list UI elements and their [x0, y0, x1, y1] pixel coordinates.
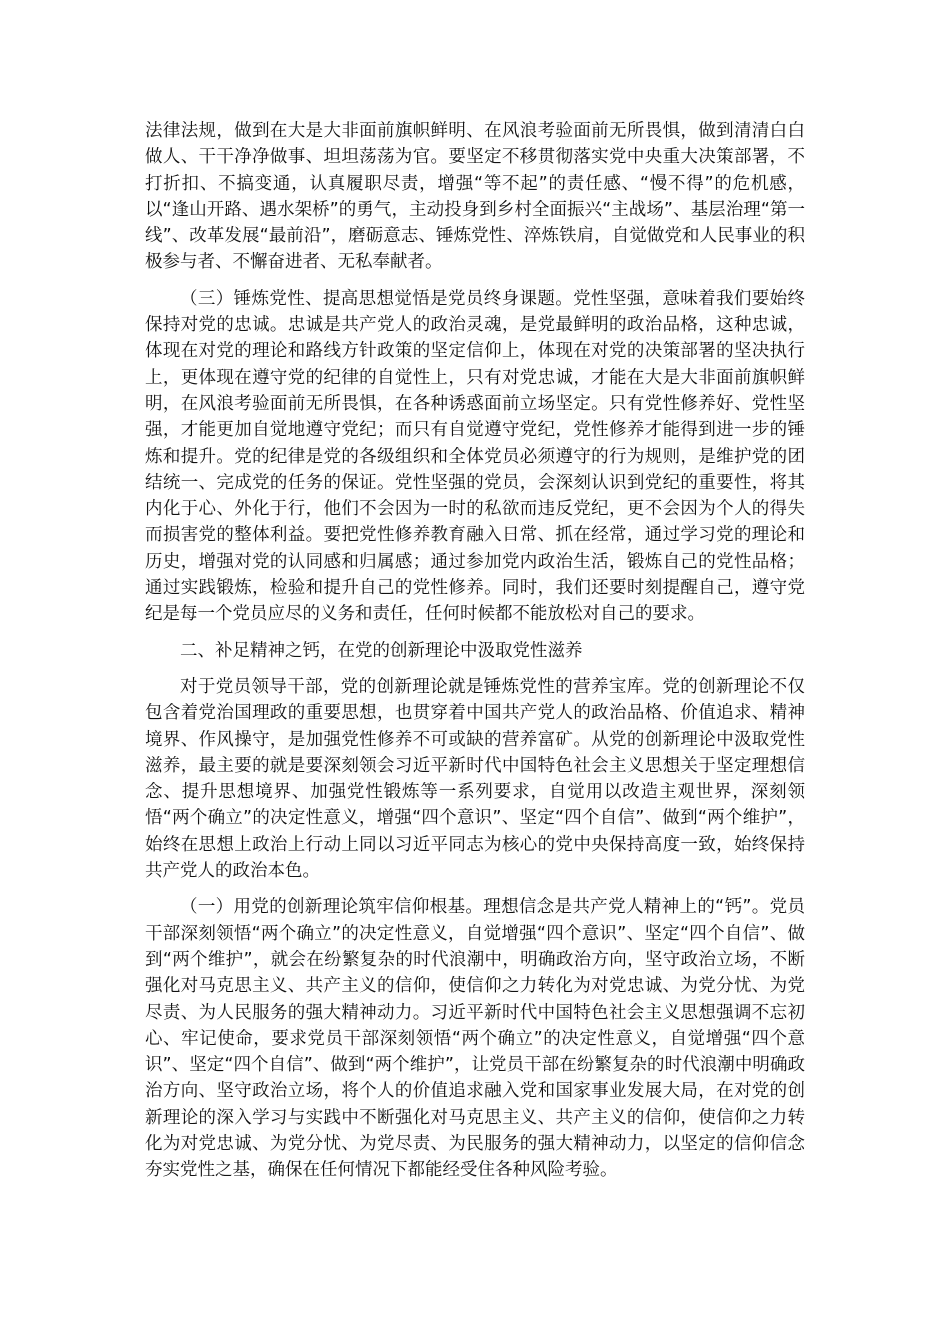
- paragraph-section-one: （一）用党的创新理论筑牢信仰根基。理想信念是共产党人精神上的“钙”。党员干部深刻领悟“两个确立”的决定性意义，自觉增强“四个意识”、坚定“四个自信”、做到“两个维护”，就会在纷繁复杂的时代浪潮中，明确政治方向，坚守政治立场，不断强化对马克思主义、共产主义的信仰，使信仰之力转化为对党忠诚、为党分忧、为党尽责、为人民服务的强大精神动力。习近平新时代中国特色社会主义思想强调不忘初心、牢记使命，要求党员干部深刻领悟“两个确立”的决定性意义，自觉增强“四个意识”、坚定“四个自信”、做到“两个维护”，让党员干部在纷繁复杂的时代浪潮中明确政治方向、坚守政治立场，将个人的价值追求融入党和国家事业发展大局，在对党的创新理论的深入学习与实践中不断强化对马克思主义、共产主义的信仰，使信仰之力转化为对党忠诚、为党分忧、为党尽责、为民服务的强大精神动力，以坚定的信仰信念夯实党性之基，确保在任何情况下都能经受住各种风险考验。: [145, 897, 805, 1181]
- document-page: [145, 118, 805, 1194]
- section-heading-two: 二、补足精神之钙，在党的创新理论中汲取党性滋养: [180, 640, 583, 661]
- paragraph-section-three: （三）锤炼党性、提高思想觉悟是党员终身课题。党性坚强，意味着我们要始终保持对党的忠诚。忠诚是共产党人的政治灵魂，是党最鲜明的政治品格，这种忠诚，体现在对党的理论和路线方针政策的坚定信仰上，体现在对党的决策部署的坚决执行上，更体现在遵守党的纪律的自觉性上，只有对党忠诚，才能在大是大非面前旗帜鲜明，在风浪考验面前无所畏惧，在各种诱惑面前立场坚定。只有党性修养好、党性坚强，才能更加自觉地遵守党纪；而只有自觉遵守党纪，党性修养才能得到进一步的锤炼和提升。党的纪律是党的各级组织和全体党员必须遵守的行为规则，是维护党的团结统一、完成党的任务的保证。党性坚强的党员，会深刻认识到党纪的重要性，将其内化于心、外化于行，他们不会因为一时的私欲而违反党纪，更不会因为个人的得失而损害党的整体利益。要把党性修养教育融入日常、抓在经常，通过学习党的理论和历史，增强对党的认同感和归属感；通过参加党内政治生活，锻炼自己的党性品格；通过实践锻炼，检验和提升自己的党性修养。同时，我们还要时刻提醒自己，遵守党纪是每一个党员应尽的义务和责任，任何时候都不能放松对自己的要求。: [145, 288, 805, 625]
- paragraph-continuation: 法律法规，做到在大是大非面前旗帜鲜明、在风浪考验面前无所畏惧，做到清清白白做人、干干净净做事、坦坦荡荡为官。要坚定不移贯彻落实党中央重大决策部署，不打折扣、不搞变通，认真履职尽责，增强“等不起”的责任感、“慢不得”的危机感，以“逢山开路、遇水架桥”的勇气，主动投身到乡村全面振兴“主战场”、基层治理“第一线”、改革发展“最前沿”，磨砺意志、锤炼党性、淬炼铁肩，自觉做党和人民事业的积极参与者、不懈奋进者、无私奉献者。: [145, 121, 805, 273]
- paragraph-innovation-theory: 对于党员领导干部，党的创新理论就是锤炼党性的营养宝库。党的创新理论不仅包含着党治国理政的重要思想，也贯穿着中国共产党人的政治品格、价值追求、精神境界、作风操守，是加强党性修养不可或缺的营养富矿。从党的创新理论中汲取党性滋养，最主要的就是要深刻领会习近平新时代中国特色社会主义思想关于坚定理想信念、提升思想境界、加强党性锻炼等一系列要求，自觉用以改造主观世界，深刻领悟“两个确立”的决定性意义，增强“四个意识”、坚定“四个自信”、做到“两个维护”，始终在思想上政治上行动上同以习近平同志为核心的党中央保持高度一致，始终保持共产党人的政治本色。: [145, 676, 805, 882]
